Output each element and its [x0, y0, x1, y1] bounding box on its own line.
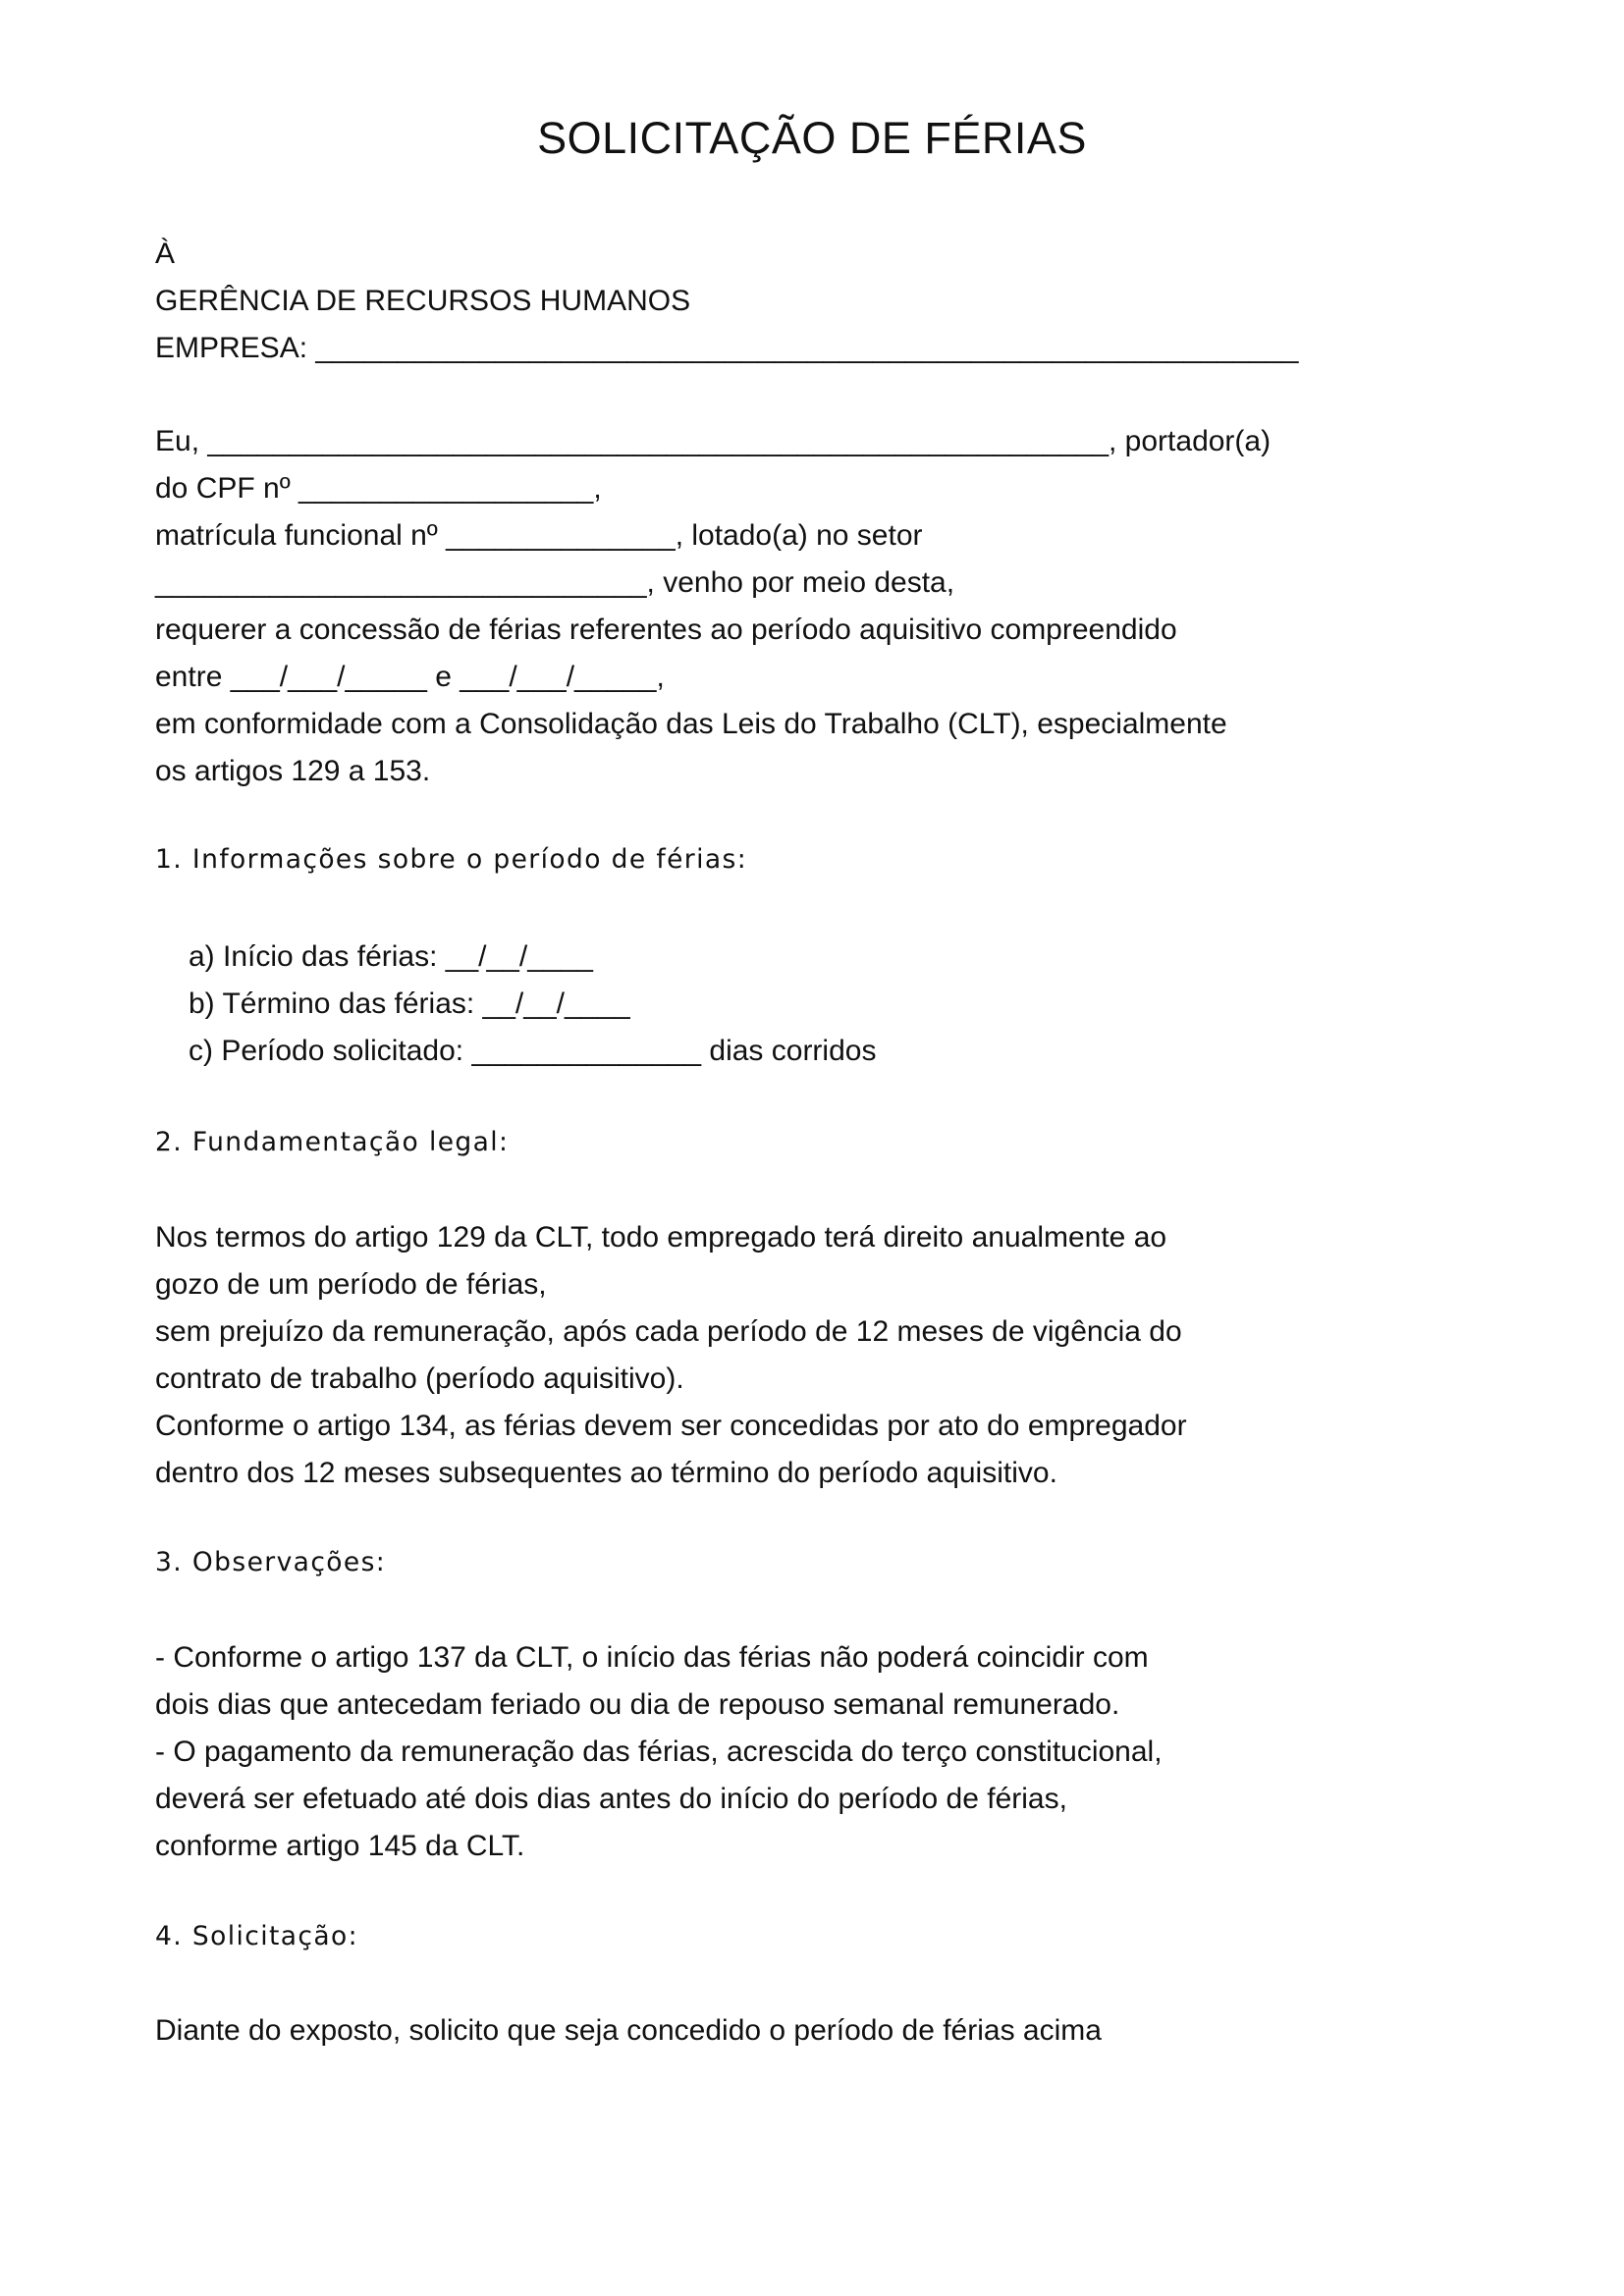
header-company: EMPRESA: ____________________________________________________________	[155, 332, 1299, 364]
vacation-start-item: a) Início das férias: __/__/____	[189, 940, 593, 973]
legal-line: contrato de trabalho (período aquisitivo).	[155, 1362, 684, 1395]
intro-line: requerer a concessão de férias referentes ao período aquisitivo compreendido	[155, 614, 1177, 646]
intro-line: Eu, _______________________________________________________, portador(a)	[155, 425, 1272, 457]
header-department: GERÊNCIA DE RECURSOS HUMANOS	[155, 285, 691, 317]
request-line: Diante do exposto, solicito que seja concedido o período de férias acima	[155, 2014, 1102, 2047]
legal-line: sem prejuízo da remuneração, após cada período de 12 meses de vigência do	[155, 1315, 1182, 1348]
intro-line: matrícula funcional nº ______________, lotado(a) no setor	[155, 519, 923, 552]
intro-line: os artigos 129 a 153.	[155, 755, 431, 787]
document-title: SOLICITAÇÃO DE FÉRIAS	[537, 113, 1087, 163]
section-3-heading: 3. Observações:	[155, 1547, 387, 1577]
vacation-days-item: c) Período solicitado: ______________ dias corridos	[189, 1035, 877, 1067]
section-1-heading: 1. Informações sobre o período de férias:	[155, 844, 748, 875]
observation-line: dois dias que antecedam feriado ou dia de repouso semanal remunerado.	[155, 1688, 1120, 1721]
vacation-end-item: b) Término das férias: __/__/____	[189, 988, 630, 1020]
observation-line: - Conforme o artigo 137 da CLT, o início das férias não poderá coincidir com	[155, 1641, 1149, 1674]
observation-line: deverá ser efetuado até dois dias antes do início do período de férias,	[155, 1783, 1067, 1815]
section-4-heading: 4. Solicitação:	[155, 1921, 358, 1951]
legal-line: Nos termos do artigo 129 da CLT, todo empregado terá direito anualmente ao	[155, 1221, 1167, 1254]
section-2-heading: 2. Fundamentação legal:	[155, 1127, 510, 1157]
intro-line: em conformidade com a Consolidação das Leis do Trabalho (CLT), especialmente	[155, 708, 1227, 740]
legal-line: gozo de um período de férias,	[155, 1268, 547, 1301]
observation-line: conforme artigo 145 da CLT.	[155, 1830, 525, 1862]
legal-line: Conforme o artigo 134, as férias devem ser concedidas por ato do empregador	[155, 1410, 1187, 1442]
observation-line: - O pagamento da remuneração das férias, acrescida do terço constitucional,	[155, 1735, 1163, 1768]
legal-line: dentro dos 12 meses subsequentes ao término do período aquisitivo.	[155, 1457, 1057, 1489]
intro-line: entre ___/___/_____ e ___/___/_____,	[155, 661, 665, 693]
intro-line: ______________________________, venho por meio desta,	[155, 566, 955, 599]
intro-line: do CPF nº __________________,	[155, 472, 602, 505]
header-to: À	[155, 238, 176, 270]
